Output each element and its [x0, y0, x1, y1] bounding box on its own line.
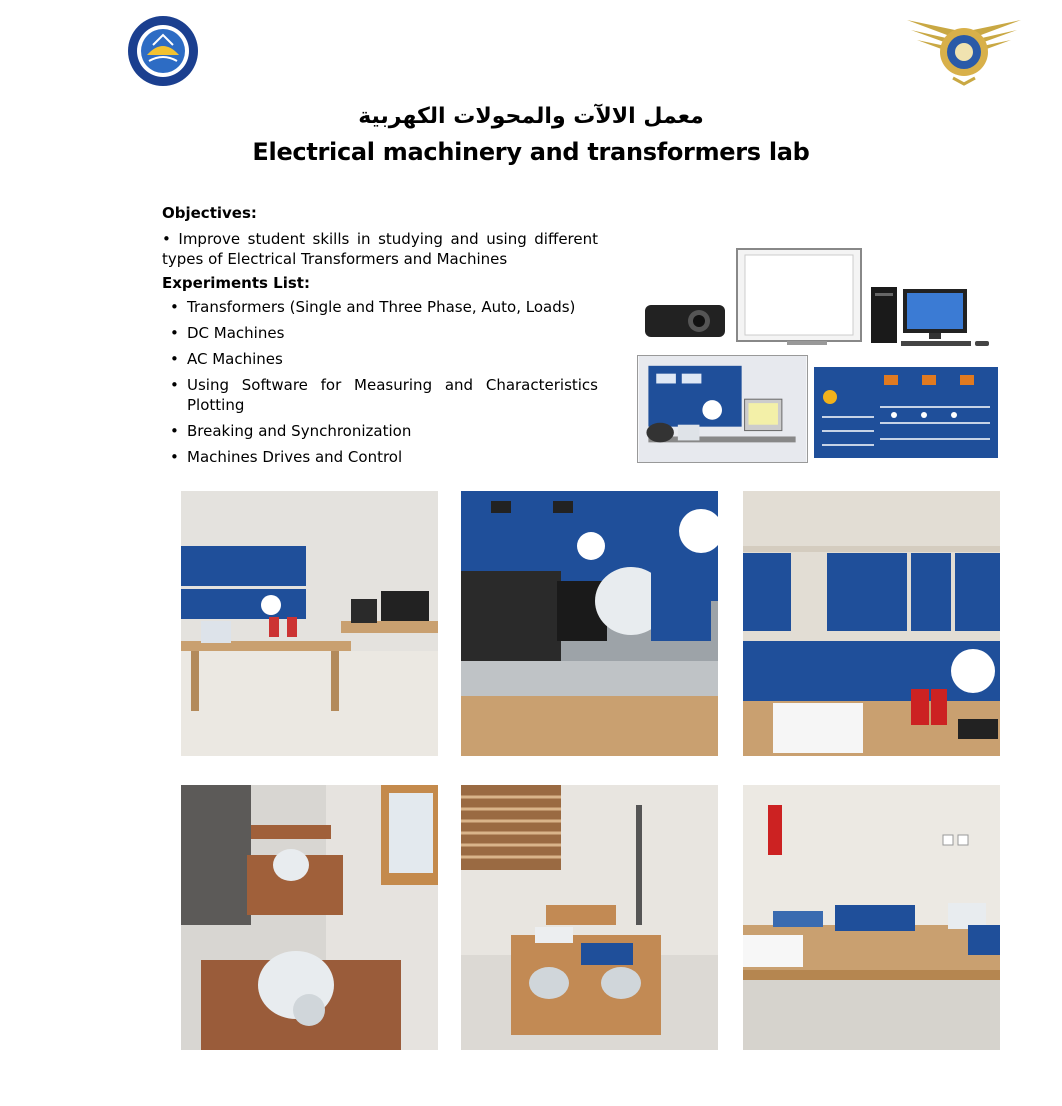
lab-photo-bench-overview — [181, 491, 438, 756]
lab-photo-table-panels — [743, 785, 1000, 1050]
experiment-item: • DC Machines — [170, 323, 598, 343]
experiment-item: • Transformers (Single and Three Phase, Auto, Loads) — [170, 297, 598, 317]
beni-suef-university-logo-icon — [127, 15, 199, 87]
experiment-item: • AC Machines — [170, 349, 598, 369]
lab-photo-motors-tables — [181, 785, 438, 1050]
smartboard-projector-computer-image — [637, 245, 1002, 350]
winged-emblem-logo-icon — [905, 16, 1023, 86]
experiment-item: • Machines Drives and Control — [170, 447, 598, 467]
lab-photo-panels-meters — [743, 491, 1000, 756]
experiments-heading: Experiments List: — [162, 274, 310, 292]
title-arabic: معمل الالآت والمحولات الكهربية — [358, 104, 704, 129]
experiment-item: • Breaking and Synchronization — [170, 421, 598, 441]
lab-photo-room-motors — [461, 785, 718, 1050]
experiments-list — [170, 297, 598, 467]
title-english: Electrical machinery and transformers lab — [252, 138, 810, 166]
training-bench-image — [637, 355, 808, 463]
objectives-heading: Objectives: — [162, 204, 257, 222]
experiment-item: • Using Software for Measuring and Characteristics Plotting — [170, 375, 598, 415]
university-logo — [127, 15, 199, 87]
content-section — [162, 203, 598, 473]
faculty-emblem — [905, 16, 1023, 86]
lab-photo-machine-closeup — [461, 491, 718, 756]
objectives-text: • Improve student skills in studying and using different types of Electrical Transformers and Machines — [162, 230, 598, 268]
control-panel-image — [814, 367, 998, 458]
